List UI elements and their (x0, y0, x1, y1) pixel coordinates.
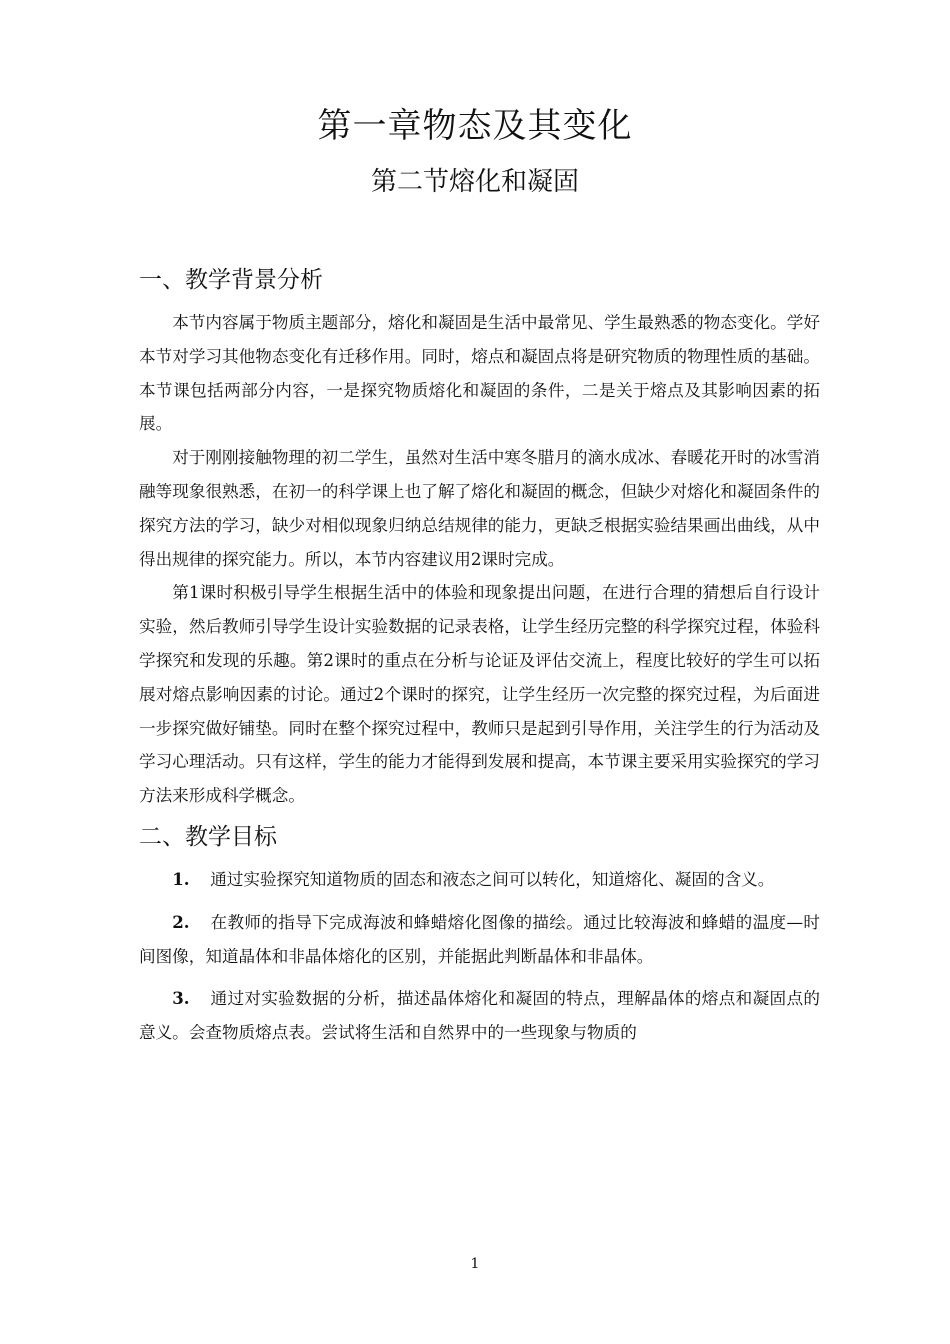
paragraph: 第1课时积极引导学生根据生活中的体验和现象提出问题，在进行合理的猜想后自行设计实验，然后教师引导学生设计实验数据的记录表格，让学生经历完整的科学探究过程，体验科学探究和发现的乐趣。第2课时的重点在分析与论证及评估交流上，程度比较好的学生可以拓展对熔点影响因素的讨论。通过2个课时的探究，让学生经历一次完整的探究过程，为后面进一步探究做好铺垫。同时在整个探究过程中，教师只是起到引导作用，关注学生的行为活动及学习心理活动。只有这样，学生的能力才能得到发展和提高，本节课主要采用实验探究的学习方法来形成科学概念。 (139, 583, 820, 806)
document-body (139, 262, 820, 1059)
objective-number: 1. (172, 868, 190, 889)
objective-text: 通过实验探究知道物质的固态和液态之间可以转化，知道熔化、凝固的含义。 (210, 869, 775, 889)
paragraph: 本节内容属于物质主题部分，熔化和凝固是生活中最常见、学生最熟悉的物态变化。学好本节对学习其他物态变化有迁移作用。同时，熔点和凝固点将是研究物质的物理性质的基础。本节课包括两部分内容，一是探究物质熔化和凝固的条件，二是关于熔点及其影响因素的拓展。 (139, 313, 820, 434)
objective-text: 在教师的指导下完成海波和蜂蜡熔化图像的描绘。通过比较海波和蜂蜡的温度—时间图像，知道晶体和非晶体熔化的区别，并能据此判断晶体和非晶体。 (139, 912, 820, 966)
section-heading: 二、教学目标 (139, 823, 277, 850)
section-teaching-objectives (139, 819, 820, 1050)
paragraph: 对于刚刚接触物理的初二学生，虽然对生活中寒冬腊月的滴水成冰、春暖花开时的冰雪消融等现象很熟悉，在初一的科学课上也了解了熔化和凝固的概念，但缺少对熔化和凝固条件的探究方法的学习，缺少对相似现象归纳总结规律的能力，更缺乏根据实验结果画出曲线，从中得出规律的探究能力。所以，本节内容建议用2课时完成。 (139, 448, 820, 569)
objective-number: 3. (172, 988, 190, 1009)
document-subtitle: 第二节熔化和凝固 (370, 167, 579, 197)
objective-item (139, 982, 820, 1050)
objective-text: 通过对实验数据的分析，描述晶体熔化和凝固的特点，理解晶体的熔点和凝固点的意义。会查物质熔点表。尝试将生活和自然界中的一些现象与物质的 (139, 989, 820, 1043)
objective-item (139, 906, 820, 974)
section-teaching-background (139, 262, 820, 813)
document-title: 第一章物态及其变化 (317, 106, 633, 146)
page-number: 1 (470, 1256, 480, 1272)
objective-item (139, 863, 820, 897)
section-heading: 一、教学背景分析 (139, 267, 323, 293)
objective-number: 2. (172, 911, 190, 932)
